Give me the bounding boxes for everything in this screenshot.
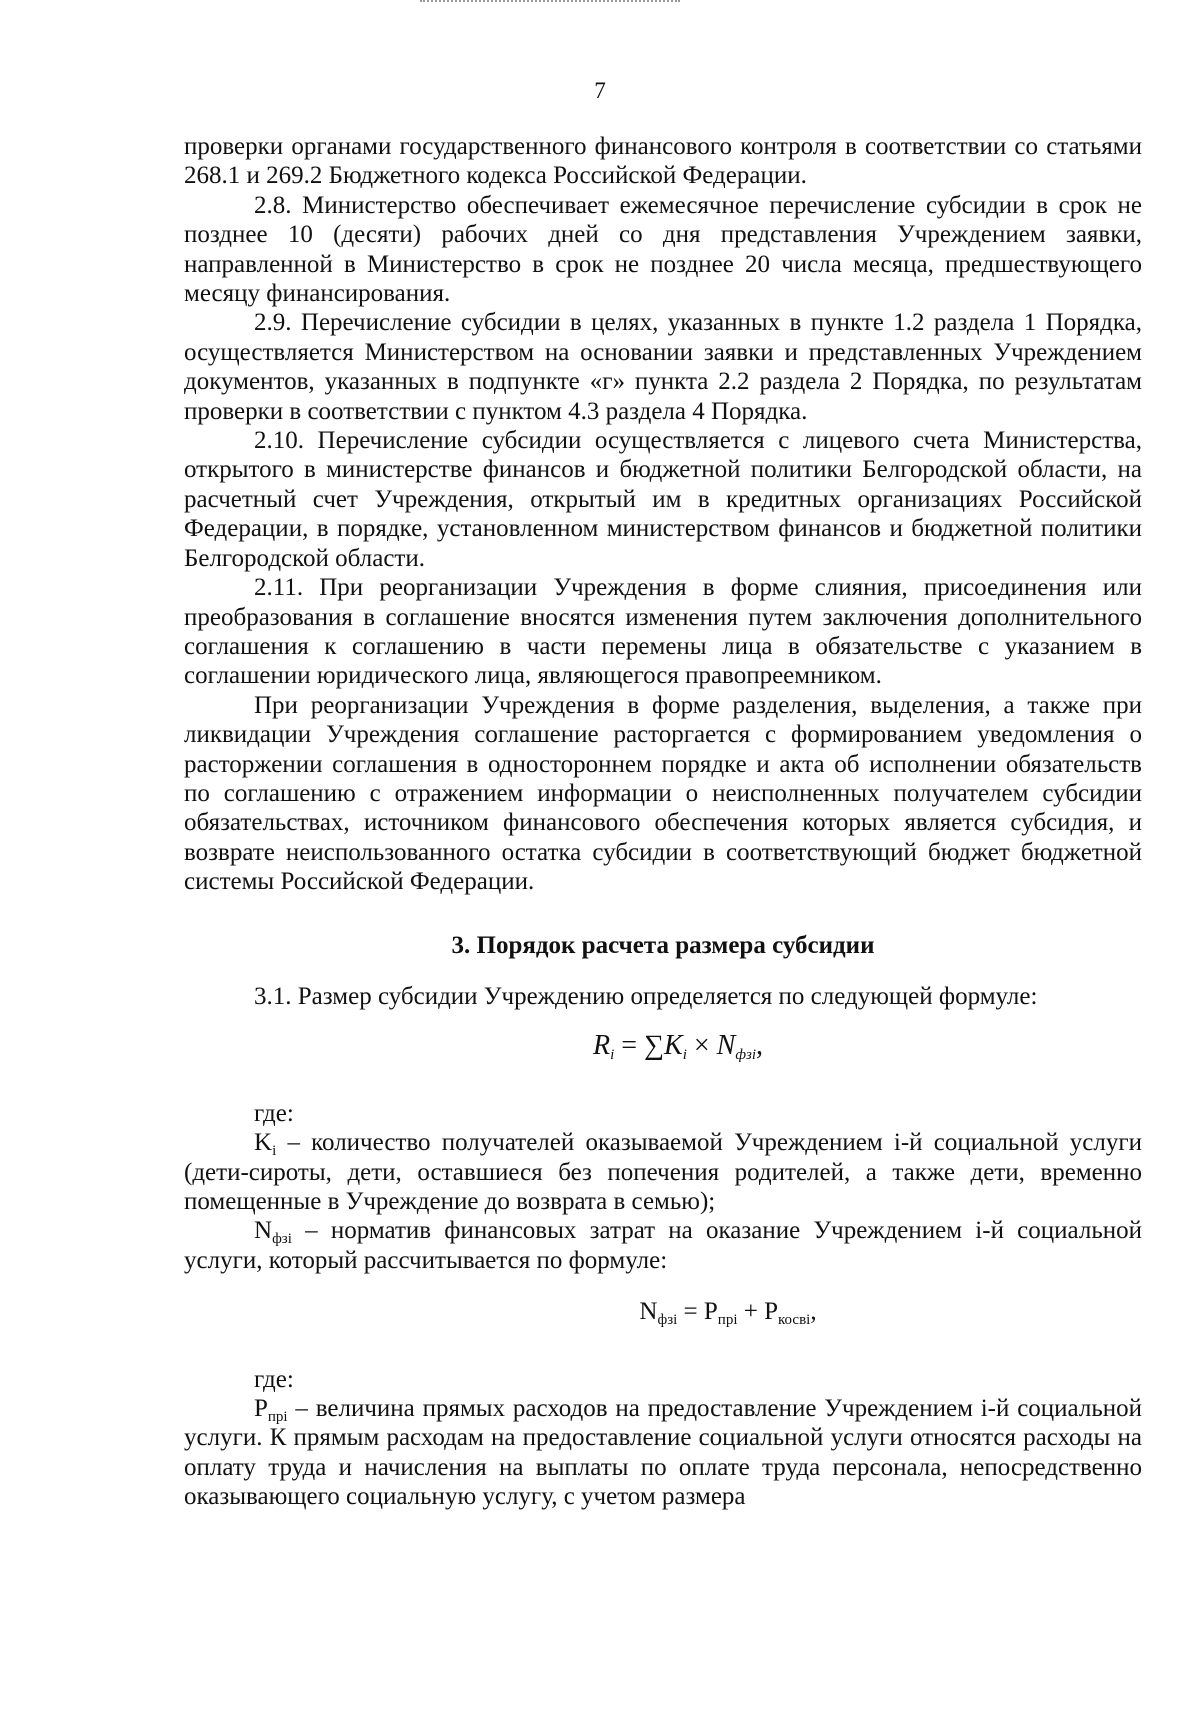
formula-r-sub: i	[610, 1047, 615, 1064]
paragraph-2-8: 2.8. Министерство обеспечивает ежемесячное перечисление субсидии в срок не позднее 10 (десяти) рабочих дней со дня представления Учреждением заявки, направленной в Министерство в срок не позднее 20 числа месяца, предшествующего месяцу финансирования.	[184, 191, 1142, 308]
n-text: – норматив финансовых затрат на оказание Учреждением i-й социальной услуги, который рассчитывается по формуле:	[184, 1217, 1142, 1274]
paragraph-3-1: 3.1. Размер субсидии Учреждению определяется по следующей формуле:	[254, 982, 1038, 1010]
formula-tail: ,	[756, 1030, 764, 1062]
formula-n: N	[716, 1030, 736, 1062]
formula2-p2-sub: косвi	[778, 1312, 811, 1329]
formula-k: K	[664, 1030, 683, 1062]
n-sub: фзi	[272, 1231, 292, 1248]
where-label-1: где:	[254, 1099, 294, 1127]
ki-text: – количество получателей оказываемой Учреждением i-й социальной услуги (дети-сироты, дети, оставшиеся без попечения родителей, а также дети, временно помещенные в Учреждение до возврата в семью);	[184, 1129, 1142, 1215]
paragraph-2-10: 2.10. Перечисление субсидии осуществляется с лицевого счета Министерства, открытого в министерстве финансов и бюджетной политики Белгородской области, на расчетный счет Учреждения, открытый им в кредитных организациях Российской Федерации, в порядке, установленном министерством финансов и бюджетной политики Белгородской области.	[184, 427, 1142, 572]
formula-r: R	[592, 1030, 611, 1062]
formula2-n: N	[639, 1298, 658, 1326]
p-sub: прi	[267, 1409, 288, 1426]
formula2-eq: = P	[677, 1298, 718, 1326]
paragraph-2-9: 2.9. Перечисление субсидии в целях, указанных в пункте 1.2 раздела 1 Порядка, осуществляется Министерством на основании заявки и представленных Учреждением документов, указанных в подпункте «г» пункта 2.2 раздела 2 Порядка, по результатам проверки в соответствии с пунктом 4.3 раздела 4 Порядка.	[184, 309, 1142, 425]
ki-symbol: K	[254, 1129, 273, 1157]
ki-sub: i	[272, 1143, 277, 1160]
formula-times: ×	[686, 1030, 717, 1062]
paragraph-2-11: 2.11. При реорганизации Учреждения в форме слияния, присоединения или преобразования в соглашение вносятся изменения путем заключения дополнительного соглашения к соглашению в части перемены лица в обязательстве с указанием в соглашении юридического лица, являющегося правопреемником.	[184, 574, 1142, 690]
definition-ki	[184, 1128, 1142, 1216]
p-symbol: P	[254, 1395, 268, 1423]
section-3-heading: 3. Порядок расчета размера субсидии	[451, 931, 875, 959]
formula2-p1-sub: прi	[717, 1312, 738, 1329]
formula2-plus: + P	[737, 1298, 779, 1326]
definition-p	[184, 1394, 1142, 1512]
formula-k-sub: i	[682, 1047, 687, 1064]
formula2-n-sub: фзi	[657, 1312, 678, 1329]
p-text: – величина прямых расходов на предоставление Учреждением i-й социальной услуги. К прямым расходам на предоставление социальной услуги относятся расходы на оплату труда и начисления на выплаты по оплате труда персонала, непосредственно оказывающего социальную услугу, с учетом размера	[184, 1395, 1142, 1511]
formula-normative	[184, 1297, 1142, 1329]
page-number: 7	[594, 78, 606, 103]
document-body	[184, 132, 1142, 1512]
paragraph-continuation: проверки органами государственного финансового контроля в соответствии со статьями 268.1 и 269.2 Бюджетного кодекса Российской Федерации.	[184, 133, 1142, 190]
scan-artifact	[420, 0, 680, 6]
formula2-tail: ,	[810, 1298, 817, 1326]
paragraph-2-11-second: При реорганизации Учреждения в форме разделения, выделения, а также при ликвидации Учреждения соглашение расторгается с формированием уведомления о расторжении соглашения в одностороннем порядке и акта об исполнении обязательств по соглашению с отражением информации о неисполненных получателем субсидии обязательствах, источником финансового обеспечения которых является субсидия, и возврате неиспользованного остатка субсидии в соответствующий бюджет бюджетной системы Российской Федерации.	[184, 691, 1142, 896]
formula-subsidy-size	[184, 1030, 1142, 1064]
formula-n-sub: фзi	[735, 1047, 757, 1064]
where-label-2: где:	[254, 1365, 294, 1393]
n-symbol: N	[254, 1217, 273, 1245]
formula-eq-sum: = ∑	[614, 1030, 665, 1062]
definition-n	[184, 1216, 1142, 1275]
